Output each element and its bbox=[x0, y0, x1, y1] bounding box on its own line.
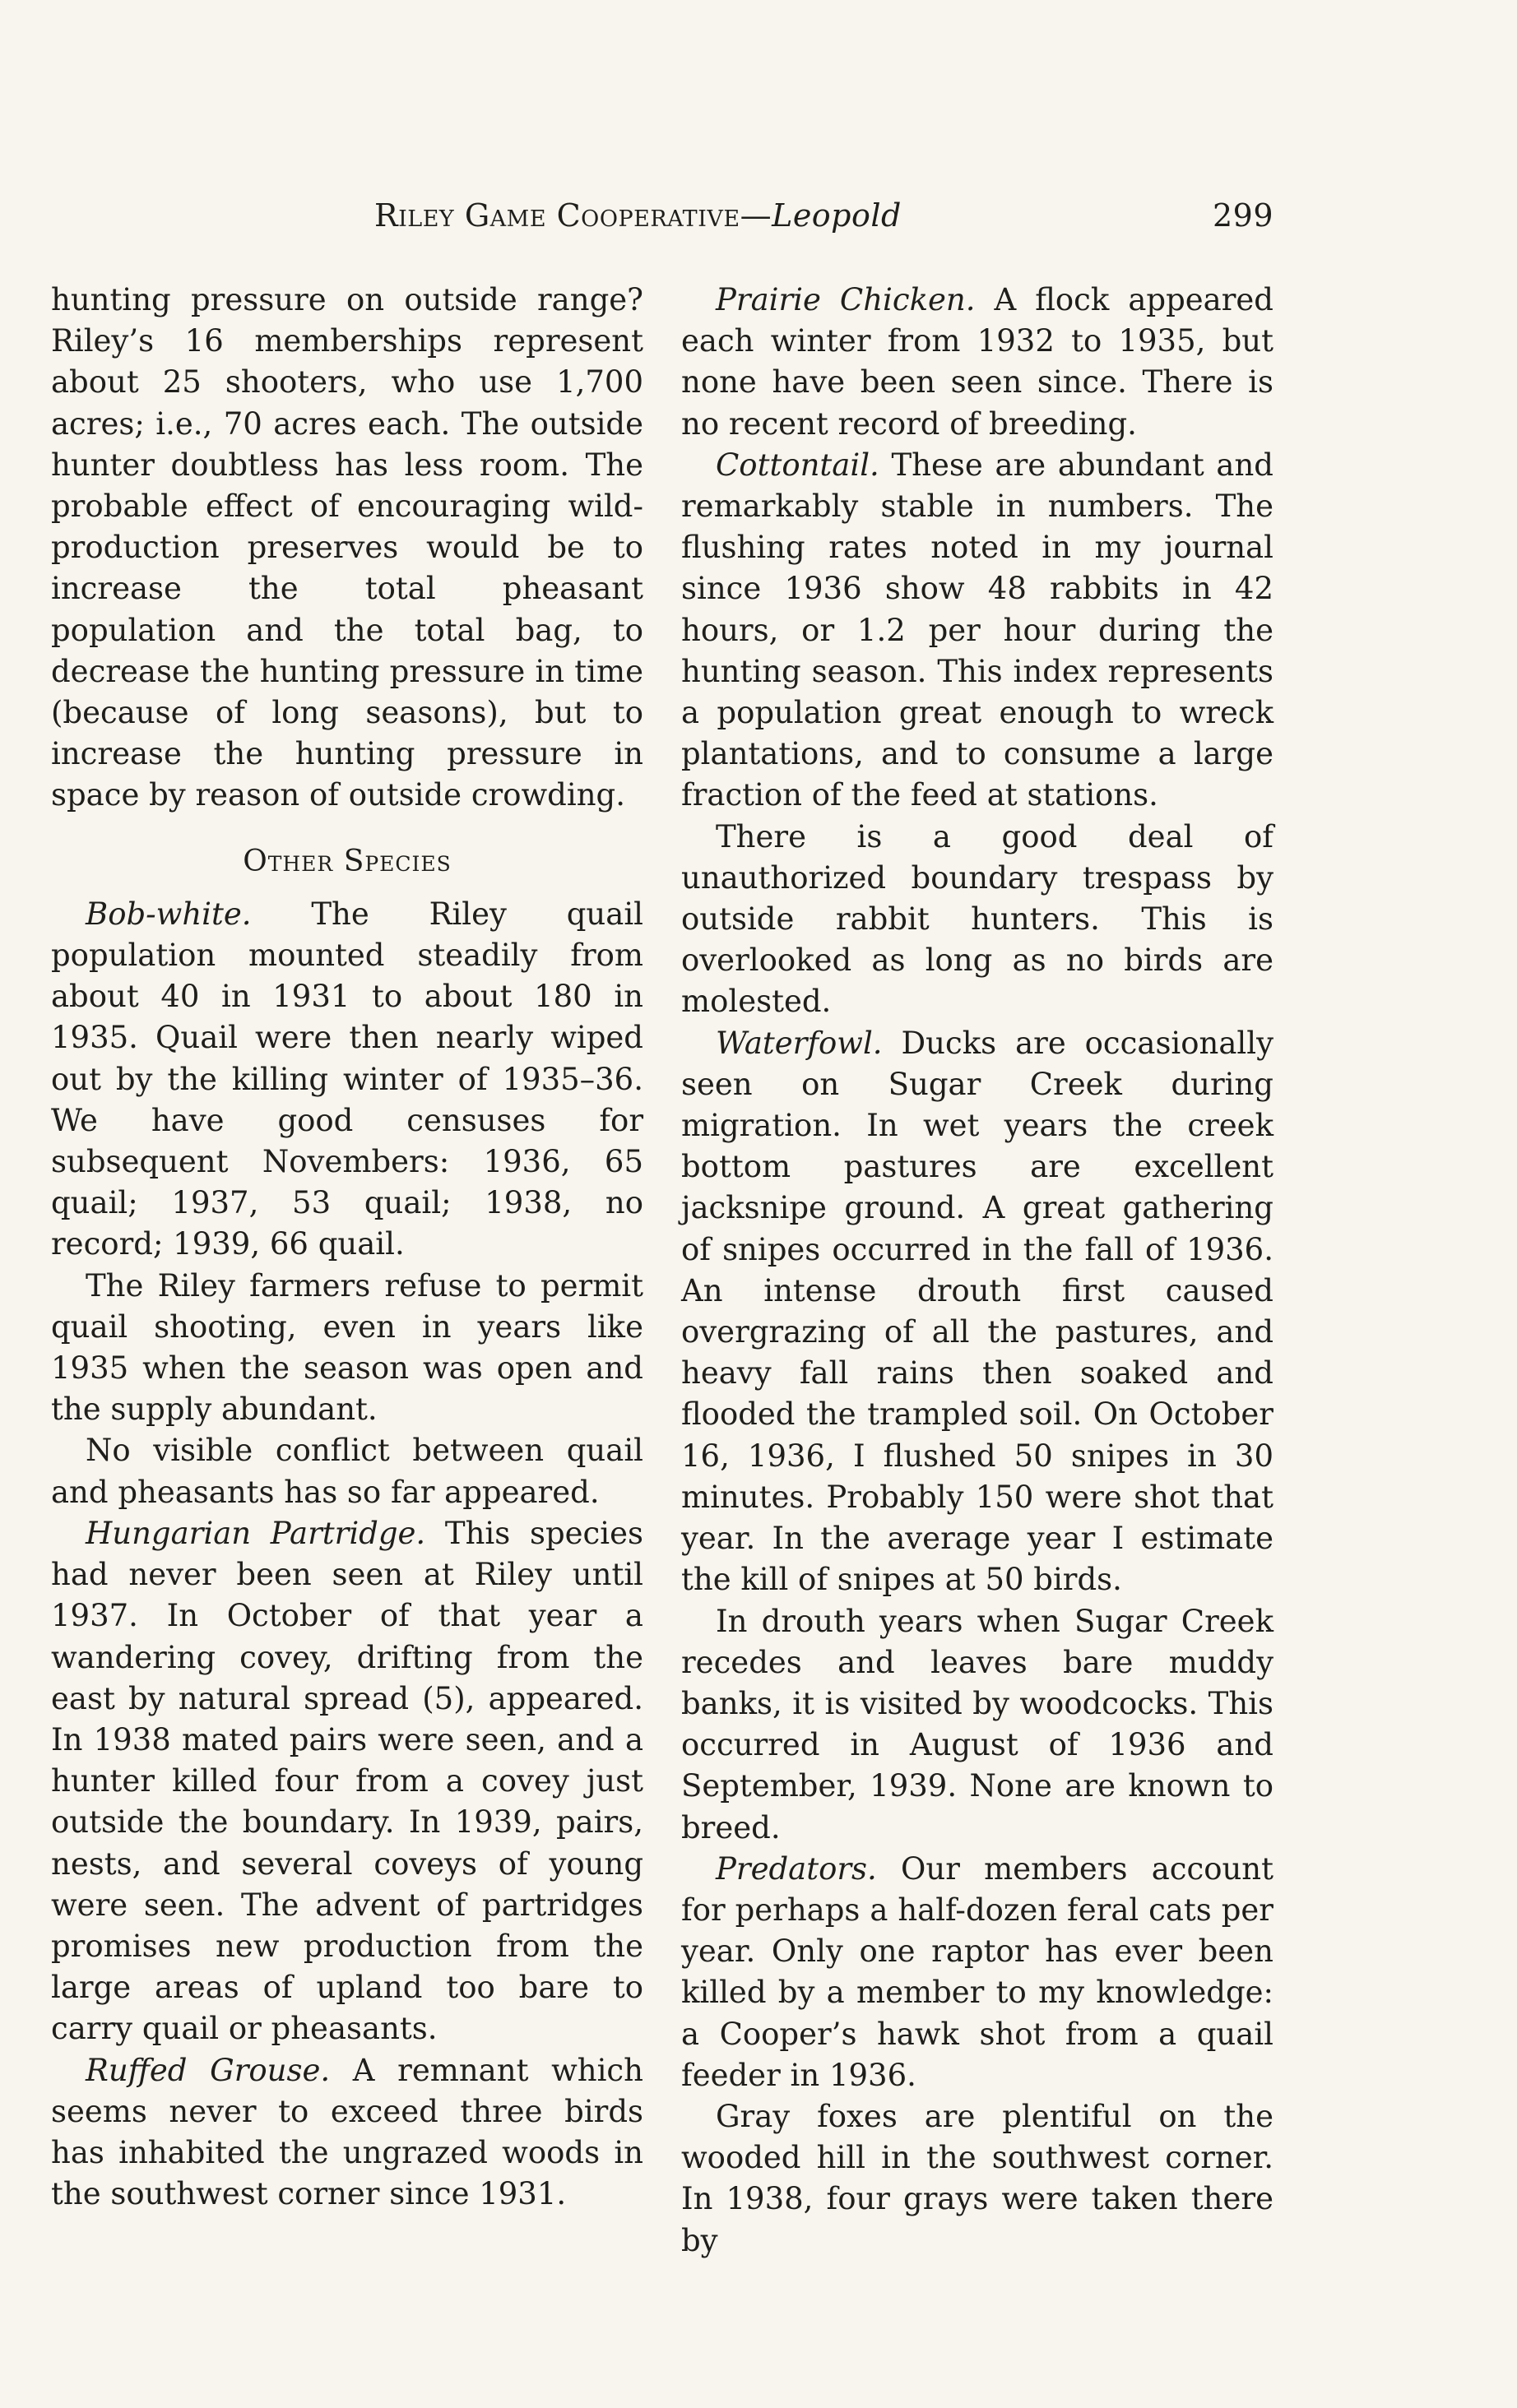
bobwhite-text: The Riley quail population mounted steadily from about 40 in 1931 to about 180 in 1935. Quail were then nearly wiped out by the killing winter of 1935–36. We have good censuses for subsequent Novembers: 1936, 65 quail; 1937, 53 quail; 1938, no record; 1939, 66 quail. bbox=[51, 896, 643, 1262]
waterfowl-lead: Waterfowl. bbox=[716, 1025, 883, 1061]
prairie-lead: Prairie Chicken. bbox=[716, 282, 976, 317]
paragraph-hunting-pressure: hunting pressure on outside range? Riley’s 16 memberships represent about 25 shooters, who use 1,700 acres; i.e., 70 acres each. The outside hunter doubtless has less room. The probable effect of encouraging wild-production preserves would be to increase the total pheasant population and the total bag, to decrease the hunting pressure in time (because of long seasons), but to increase the hunting pressure in space by reason of outside crowding. bbox=[51, 282, 643, 813]
running-head bbox=[374, 197, 1273, 247]
predators-lead: Predators. bbox=[716, 1850, 877, 1887]
partridge-text: This species had never been seen at Riley until 1937. In October of that year a wandering covey, drifting from the east by natural spread (5), appeared. In 1938 mated pairs were seen, and a hunter killed four from a covey just outside the boundary. In 1939, pairs, nests, and several coveys of young were seen. The advent of partridges promises new production from the large areas of upland too bare to carry quail or pheasants. bbox=[51, 1515, 643, 2047]
prairie-text: A flock appeared each winter from 1932 to 1935, but none have been seen since. There is no recent record of breeding. bbox=[681, 282, 1273, 442]
paragraph-bobwhite bbox=[51, 894, 643, 1266]
grouse-lead: Ruffed Grouse. bbox=[86, 2052, 331, 2088]
paragraph-gray-foxes: Gray foxes are plentiful on the wooded hill in the southwest corner. In 1938, four grays were taken there by bbox=[681, 2098, 1273, 2258]
partridge-lead: Hungarian Partridge. bbox=[86, 1515, 426, 1551]
running-title bbox=[374, 197, 902, 234]
predators-text: Our members account for perhaps a half-dozen feral cats per year. Only one raptor has ever been killed by a member to my knowledge: a Cooper’s hawk shot from a quail feeder in 1936. bbox=[681, 1850, 1273, 2093]
paragraph-ruffed-grouse bbox=[51, 2050, 643, 2216]
bobwhite-lead: Bob-white. bbox=[86, 896, 252, 932]
right-column bbox=[681, 280, 1273, 2262]
paragraph-prairie-chicken bbox=[681, 280, 1273, 445]
section-heading-other-species: Other Species bbox=[243, 844, 452, 878]
waterfowl-text: Ducks are occasionally seen on Sugar Creek during migration. In wet years the creek bottom pastures are excellent jacksnipe ground. A great gathering of snipes occurred in the fall of 1936. An intense drouth first caused overgrazing of all the pastures, and heavy fall rains then soaked and flooded the trampled soil. On October 16, 1936, I flushed 50 snipes in 30 minutes. Probably 150 were shot that year. In the average year I estimate the kill of snipes at 50 birds. bbox=[681, 1025, 1273, 1598]
running-title-text: Riley Game Cooperative— bbox=[374, 197, 772, 234]
cottontail-text: These are abundant and remarkably stable in numbers. The flushing rates noted in my journal since 1936 show 48 rabbits in 42 hours, or 1.2 per hour during the hunting season. This index represents a population great enough to wreck plantations, and to consume a large fraction of the feed at stations. bbox=[681, 447, 1273, 813]
paragraph-cottontail bbox=[681, 445, 1273, 817]
paragraph-hungarian-partridge bbox=[51, 1513, 643, 2050]
paragraph-predators bbox=[681, 1849, 1273, 2096]
running-title-author: Leopold bbox=[772, 197, 902, 234]
paragraph-quail-shooting: The Riley farmers refuse to permit quail shooting, even in years like 1935 when the season was open and the supply abundant. bbox=[51, 1267, 643, 1428]
grouse-text: A remnant which seems never to exceed three birds has inhabited the ungrazed woods in the southwest corner since 1931. bbox=[51, 2052, 643, 2212]
paragraph-no-conflict: No visible conflict between quail and pheasants has so far appeared. bbox=[51, 1433, 643, 1510]
left-column bbox=[51, 280, 643, 2215]
paragraph-woodcocks: In drouth years when Sugar Creek recedes and leaves bare muddy banks, it is visited by woodcocks. This occurred in August of 1936 and September, 1939. None are known to breed. bbox=[681, 1603, 1273, 1845]
cottontail-lead: Cottontail. bbox=[716, 447, 879, 483]
paragraph-trespass: There is a good deal of unauthorized boundary trespass by outside rabbit hunters. This is overlooked as long as no birds are molested. bbox=[681, 818, 1273, 1020]
page-number: 299 bbox=[1212, 197, 1273, 234]
paragraph-waterfowl bbox=[681, 1023, 1273, 1601]
